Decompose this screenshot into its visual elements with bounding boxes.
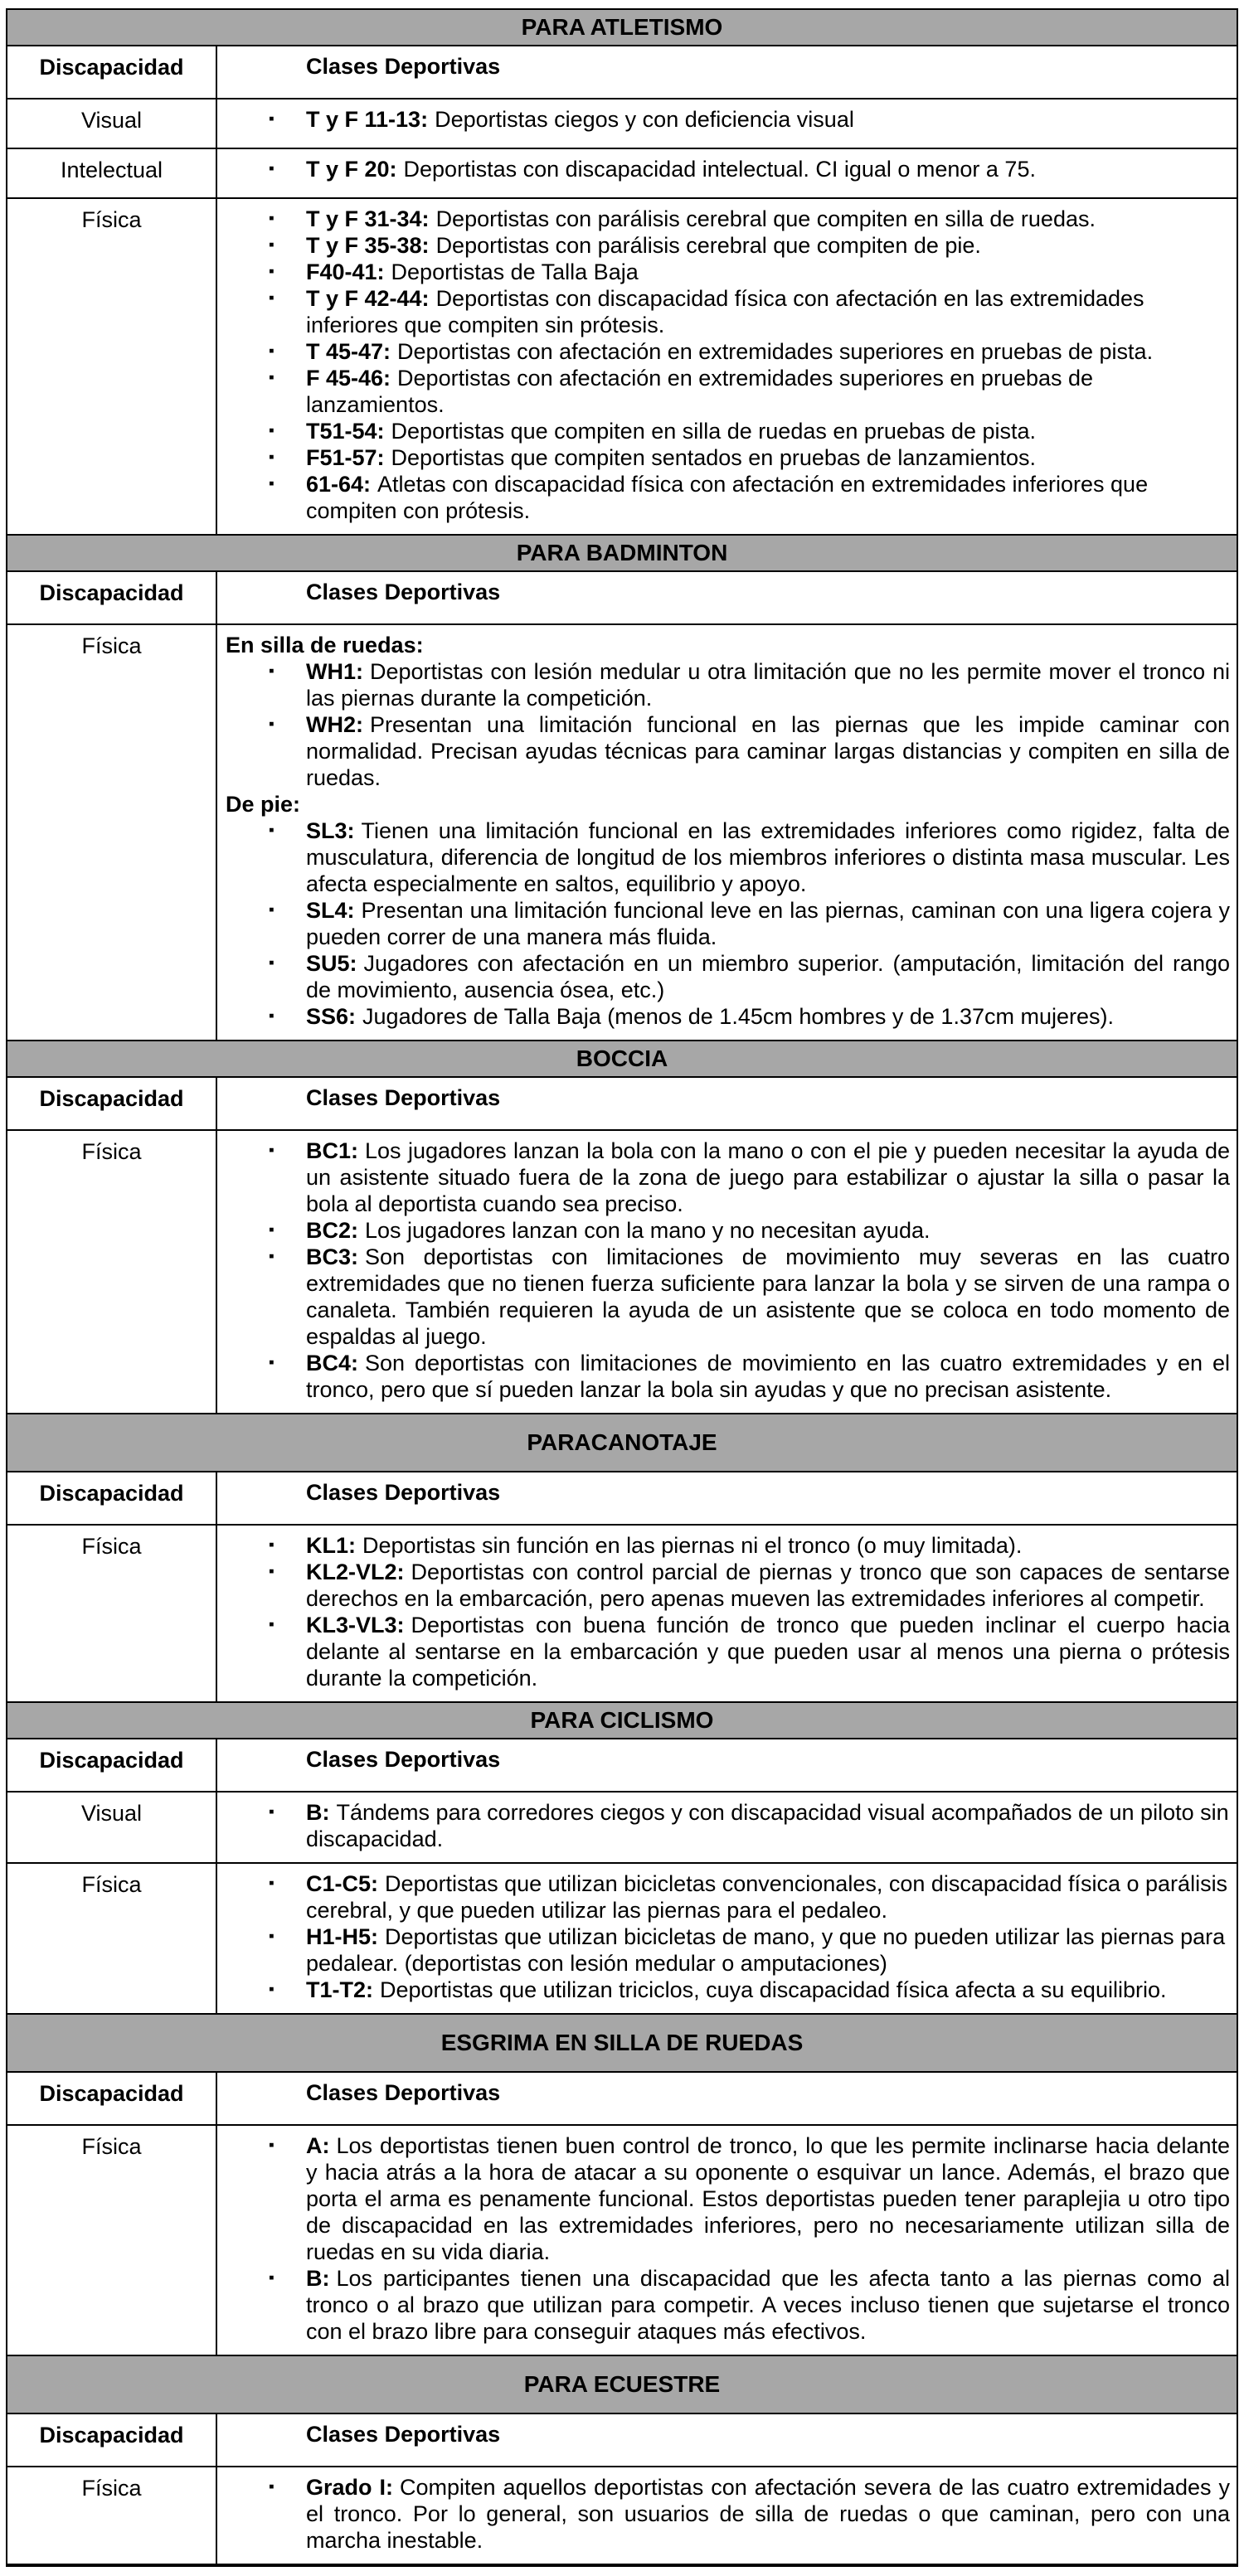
classes-cell: [217, 1793, 1237, 1862]
classification-row: [7, 1864, 1237, 2015]
class-item: [217, 2132, 1230, 2265]
classes-header-cell: [217, 572, 1237, 623]
bullet-icon: ▪: [269, 822, 275, 839]
classes-cell: [217, 99, 1237, 148]
class-description: Jugadores con afectación en un miembro superior. (amputación, limitación del rango de movimiento, ausencia ósea, etc.): [306, 951, 1230, 1002]
disability-cell: [7, 2467, 217, 2564]
class-item: [217, 1244, 1230, 1350]
disability-cell: [7, 1864, 217, 2013]
section-title: ESGRIMA EN SILLA DE RUEDAS: [440, 2030, 804, 2055]
class-item: [217, 1977, 1230, 2003]
bullet-icon: ▪: [269, 289, 275, 307]
disability-label: Física: [81, 2476, 142, 2501]
classes-cell: [217, 199, 1237, 534]
class-code: F40-41:: [306, 260, 385, 284]
section-title: PARA CICLISMO: [530, 1707, 714, 1733]
class-description: Compiten aquellos deportistas con afectación severa de las cuatro extremidades y el tronco. Por lo general, son usuarios de silla de ruedas o que caminan, pero con una marcha inestable.: [306, 2475, 1230, 2553]
classes-column-header: Clases Deportivas: [306, 2422, 501, 2447]
bullet-icon: ▪: [269, 369, 275, 386]
sport-section: [7, 10, 1237, 536]
class-item: [217, 232, 1230, 259]
classification-row: [7, 1526, 1237, 1703]
class-item: [217, 711, 1230, 791]
class-code: B:: [306, 1800, 330, 1825]
class-item: [217, 1217, 1230, 1244]
disability-label: Visual: [80, 1801, 143, 1826]
classification-table: [6, 8, 1238, 2567]
class-description: Deportistas ciegos y con deficiencia visual: [435, 107, 854, 132]
disability-header-cell: [7, 1078, 217, 1129]
bullet-icon: ▪: [269, 1007, 275, 1025]
classes-column-header: Clases Deportivas: [306, 1085, 501, 1110]
class-code: T y F 11-13:: [306, 107, 429, 132]
column-header-row: [7, 1472, 1237, 1526]
classes-header-cell: [217, 2073, 1237, 2124]
disability-column-header: Discapacidad: [39, 1481, 184, 1506]
class-description: Son deportistas con limitaciones de movimiento en las cuatro extremidades y en el tronco, pero que sí pueden lanzar la bola sin ayudas y que no precisan asistente.: [306, 1351, 1230, 1402]
class-item: [217, 206, 1230, 232]
disability-column-header: Discapacidad: [39, 1086, 184, 1111]
bullet-icon: ▪: [269, 110, 275, 128]
class-description: Deportistas que utilizan bicicletas convencionales, con discapacidad física o parálisis cerebral, y que pueden utilizar las piernas para el pedaleo.: [306, 1871, 1228, 1923]
section-title: PARACANOTAJE: [527, 1429, 717, 1455]
bullet-icon: ▪: [269, 1354, 275, 1371]
classes-header-cell: [217, 1078, 1237, 1129]
classes-header-cell: [217, 46, 1237, 98]
classes-header-cell: [217, 1739, 1237, 1791]
section-title-bar: [7, 2356, 1237, 2414]
disability-header-cell: [7, 2073, 217, 2124]
bullet-icon: ▪: [269, 449, 275, 466]
column-header-row: [7, 1078, 1237, 1131]
bullet-icon: ▪: [269, 1248, 275, 1265]
class-code: T y F 20:: [306, 157, 397, 182]
bullet-icon: ▪: [269, 2478, 275, 2496]
class-code: BC2:: [306, 1218, 359, 1243]
bullet-icon: ▪: [269, 1221, 275, 1239]
disability-cell: [7, 99, 217, 148]
class-description: Los jugadores lanzan con la mano y no necesitan ayuda.: [365, 1218, 931, 1243]
bullet-icon: ▪: [269, 160, 275, 177]
class-description: Deportistas con discapacidad física con afectación en las extremidades inferiores que compiten sin prótesis.: [306, 286, 1144, 337]
classification-row: [7, 2467, 1237, 2565]
disability-label: Física: [81, 2134, 142, 2159]
bullet-icon: ▪: [269, 954, 275, 972]
class-description: Deportistas que utilizan bicicletas de mano, y que no pueden utilizar las piernas para pedalear. (deportistas con lesión medular o amputaciones): [306, 1924, 1226, 1976]
bullet-icon: ▪: [269, 1803, 275, 1821]
class-code: B:: [306, 2266, 330, 2291]
class-description: Los jugadores lanzan la bola con la mano o con el pie y pueden necesitar la ayuda de un asistente situado fuera de la zona de juego para estabilizar o ajustar la silla o pasar la bola al deportista cuando sea preciso.: [306, 1138, 1230, 1216]
class-item: [217, 1532, 1230, 1559]
class-code: SL3:: [306, 818, 355, 843]
class-item: [217, 1612, 1230, 1691]
class-code: KL2-VL2:: [306, 1560, 405, 1584]
classes-header-cell: [217, 1472, 1237, 1524]
class-code: SL4:: [306, 898, 355, 923]
class-code: BC1:: [306, 1138, 359, 1163]
class-item: [217, 2265, 1230, 2345]
class-code: T1-T2:: [306, 1977, 373, 2002]
section-title-bar: [7, 1703, 1237, 1739]
section-title-bar: [7, 1041, 1237, 1078]
classification-row: [7, 199, 1237, 536]
class-description: Presentan una limitación funcional en las piernas que les impide caminar con normalidad. Precisan ayudas técnicas para caminar largas distancias y compiten en silla de ruedas.: [306, 712, 1230, 790]
disability-column-header: Discapacidad: [39, 1748, 184, 1773]
class-item: [217, 259, 1230, 285]
disability-cell: [7, 1526, 217, 1701]
class-code: KL3-VL3:: [306, 1613, 405, 1637]
class-item: [217, 471, 1230, 524]
classification-row: [7, 1131, 1237, 1414]
sport-section: [7, 2356, 1237, 2565]
classes-column-header: Clases Deportivas: [306, 1480, 501, 1505]
bullet-icon: ▪: [269, 475, 275, 492]
disability-cell: [7, 199, 217, 534]
class-code: C1-C5:: [306, 1871, 379, 1896]
bullet-icon: ▪: [269, 236, 275, 254]
class-description: Deportistas que compiten en silla de ruedas en pruebas de pista.: [391, 419, 1037, 444]
bullet-icon: ▪: [269, 1142, 275, 1159]
class-item: [217, 418, 1230, 444]
class-code: BC3:: [306, 1244, 359, 1269]
disability-column-header: Discapacidad: [39, 2081, 184, 2106]
classes-cell: [217, 1131, 1237, 1413]
class-item: [217, 106, 1230, 133]
classes-cell: [217, 1864, 1237, 2013]
category-label: En silla de ruedas:: [226, 633, 424, 657]
bullet-icon: ▪: [269, 716, 275, 733]
classification-row: [7, 625, 1237, 1041]
class-code: T 45-47:: [306, 339, 391, 364]
class-item: [217, 1003, 1230, 1030]
disability-header-cell: [7, 2414, 217, 2466]
class-description: Deportistas con parálisis cerebral que compiten de pie.: [435, 233, 981, 258]
disability-cell: [7, 625, 217, 1040]
section-title-bar: [7, 2015, 1237, 2073]
disability-column-header: Discapacidad: [39, 55, 184, 80]
classes-header-cell: [217, 2414, 1237, 2466]
classes-cell: [217, 149, 1237, 197]
class-item: [217, 658, 1230, 711]
section-title-bar: [7, 1414, 1237, 1472]
classes-column-header: Clases Deportivas: [306, 2080, 501, 2105]
classes-cell: [217, 1526, 1237, 1701]
class-description: Deportistas con lesión medular u otra limitación que no les permite mover el tronco ni las piernas durante la competición.: [306, 659, 1230, 711]
class-description: Deportistas con control parcial de piernas y tronco que son capaces de sentarse derechos en la embarcación, pero apenas mueven las extremidades inferiores al competir.: [306, 1560, 1230, 1611]
class-code: 61-64:: [306, 472, 372, 497]
class-item: [217, 897, 1230, 950]
section-title: PARA BADMINTON: [516, 540, 728, 565]
class-item: [217, 285, 1230, 338]
disability-cell: [7, 1793, 217, 1862]
section-title: PARA ECUESTRE: [523, 2371, 721, 2397]
class-code: WH2:: [306, 712, 363, 737]
class-code: BC4:: [306, 1351, 359, 1375]
class-description: Deportistas que utilizan triciclos, cuya discapacidad física afecta a su equilibrio.: [380, 1977, 1167, 2002]
section-title: BOCCIA: [576, 1045, 668, 1071]
class-item: [217, 1870, 1230, 1924]
sport-section: [7, 1414, 1237, 1703]
disability-cell: [7, 1131, 217, 1413]
class-code: H1-H5:: [306, 1924, 379, 1949]
disability-cell: [7, 2126, 217, 2355]
bullet-icon: ▪: [269, 901, 275, 919]
bullet-icon: ▪: [269, 342, 275, 360]
class-item: [217, 156, 1230, 182]
classification-row: [7, 1793, 1237, 1864]
class-description: Jugadores de Talla Baja (menos de 1.45cm hombres y de 1.37cm mujeres).: [362, 1004, 1114, 1029]
class-description: Son deportistas con limitaciones de movimiento muy severas en las cuatro extremidades que no tienen fuerza suficiente para lanzar la bola y se sirven de una rampa o canaleta. También requieren la ayuda de un asistente que se coloca en todo momento de espaldas al juego.: [306, 1244, 1230, 1349]
section-title-bar: [7, 536, 1237, 572]
disability-header-cell: [7, 1739, 217, 1791]
column-header-row: [7, 46, 1237, 99]
classes-column-header: Clases Deportivas: [306, 580, 501, 604]
bullet-icon: ▪: [269, 2269, 275, 2287]
class-code: T y F 31-34:: [306, 206, 430, 231]
bullet-icon: ▪: [269, 1616, 275, 1633]
class-description: Deportistas sin función en las piernas ni el tronco (o muy limitada).: [362, 1533, 1023, 1558]
classification-row: [7, 99, 1237, 149]
class-item: [217, 1350, 1230, 1403]
bullet-icon: ▪: [269, 662, 275, 680]
bullet-icon: ▪: [269, 422, 275, 439]
disability-label: Física: [81, 1534, 142, 1559]
sport-section: [7, 2015, 1237, 2356]
class-description: Deportistas con afectación en extremidades superiores en pruebas de pista.: [397, 339, 1154, 364]
disability-column-header: Discapacidad: [39, 2423, 184, 2447]
class-code: Grado I:: [306, 2475, 393, 2500]
class-description: Tándems para corredores ciegos y con discapacidad visual acompañados de un piloto sin discapacidad.: [306, 1800, 1229, 1851]
disability-header-cell: [7, 1472, 217, 1524]
classes-column-header: Clases Deportivas: [306, 1747, 501, 1772]
classes-cell: [217, 2126, 1237, 2355]
classification-row: [7, 2126, 1237, 2356]
class-description: Tienen una limitación funcional en las extremidades inferiores como rigidez, falta de musculatura, diferencia de longitud de los miembros inferiores o distinta masa muscular. Les afecta especialmente en saltos, equilibrio y apoyo.: [306, 818, 1230, 896]
column-header-row: [7, 572, 1237, 625]
class-description: Deportistas de Talla Baja: [391, 260, 639, 284]
class-code: A:: [306, 2133, 330, 2158]
disability-label: Intelectual: [60, 158, 163, 182]
category-label: De pie:: [226, 792, 301, 817]
class-item: [217, 1924, 1230, 1977]
class-description: Atletas con discapacidad física con afectación en extremidades inferiores que compiten con prótesis.: [306, 472, 1149, 523]
class-item: [217, 1799, 1230, 1852]
bullet-icon: ▪: [269, 210, 275, 227]
column-header-row: [7, 2073, 1237, 2126]
class-code: F51-57:: [306, 445, 385, 470]
bullet-icon: ▪: [269, 1981, 275, 1998]
class-item: [217, 817, 1230, 897]
disability-label: Física: [81, 207, 142, 232]
class-code: SS6:: [306, 1004, 357, 1029]
section-title-bar: [7, 10, 1237, 46]
section-title: PARA ATLETISMO: [521, 14, 723, 40]
bullet-icon: ▪: [269, 263, 275, 280]
bullet-icon: ▪: [269, 1563, 275, 1580]
column-header-row: [7, 1739, 1237, 1793]
class-description: Presentan una limitación funcional leve en las piernas, caminan con una ligera cojera y pueden correr de una manera más fluida.: [306, 898, 1230, 949]
class-item: [217, 2474, 1230, 2554]
bullet-icon: ▪: [269, 1875, 275, 1892]
classes-cell: [217, 2467, 1237, 2564]
class-code: KL1:: [306, 1533, 356, 1558]
class-item: [217, 1138, 1230, 1217]
class-description: Deportistas con afectación en extremidades superiores en pruebas de lanzamientos.: [306, 366, 1094, 417]
column-header-row: [7, 2414, 1237, 2467]
classes-column-header: Clases Deportivas: [306, 54, 501, 79]
class-description: Los participantes tienen una discapacidad que les afecta tanto a las piernas como al tronco o al brazo que utilizan para competir. A veces incluso tienen que sujetarse el tronco con el brazo libre para conseguir ataques más efectivos.: [306, 2266, 1230, 2344]
class-description: Deportistas que compiten sentados en pruebas de lanzamientos.: [391, 445, 1037, 470]
class-code: T51-54:: [306, 419, 385, 444]
class-description: Deportistas con buena función de tronco que pueden inclinar el cuerpo hacia delante al sentarse en la embarcación y que pueden usar al menos una pierna o prótesis durante la competición.: [306, 1613, 1230, 1691]
class-description: Los deportistas tienen buen control de tronco, lo que les permite inclinarse hacia delante y hacia atrás a la hora de atacar a su oponente o esquivar un lance. Además, el brazo que porta el arma es penamente funcional. Estos deportistas pueden tener paraplejia u otro tipo de discapacidad en las extremidades inferiores, pero no necesariamente utilizan silla de ruedas en su vida diaria.: [306, 2133, 1230, 2264]
bullet-icon: ▪: [269, 1928, 275, 1945]
disability-label: Física: [81, 633, 142, 658]
bullet-icon: ▪: [269, 1536, 275, 1554]
disability-cell: [7, 149, 217, 197]
class-description: Deportistas con parálisis cerebral que compiten en silla de ruedas.: [435, 206, 1096, 231]
disability-label: Física: [81, 1872, 142, 1897]
disability-label: Visual: [80, 108, 143, 133]
class-code: F 45-46:: [306, 366, 391, 391]
disability-header-cell: [7, 572, 217, 623]
disability-column-header: Discapacidad: [39, 580, 184, 605]
class-code: WH1:: [306, 659, 363, 684]
sport-section: [7, 1041, 1237, 1414]
disability-header-cell: [7, 46, 217, 98]
class-code: SU5:: [306, 951, 357, 976]
classes-cell: [217, 625, 1237, 1040]
class-description: Deportistas con discapacidad intelectual. CI igual o menor a 75.: [403, 157, 1036, 182]
class-item: [217, 1559, 1230, 1612]
class-item: [217, 338, 1230, 365]
class-item: [217, 365, 1230, 418]
sport-section: [7, 1703, 1237, 2015]
class-item: [217, 950, 1230, 1003]
classification-row: [7, 149, 1237, 199]
bullet-icon: ▪: [269, 2137, 275, 2154]
sport-section: [7, 536, 1237, 1041]
class-code: T y F 42-44:: [306, 286, 430, 311]
class-code: T y F 35-38:: [306, 233, 430, 258]
disability-label: Física: [81, 1139, 142, 1164]
class-item: [217, 444, 1230, 471]
